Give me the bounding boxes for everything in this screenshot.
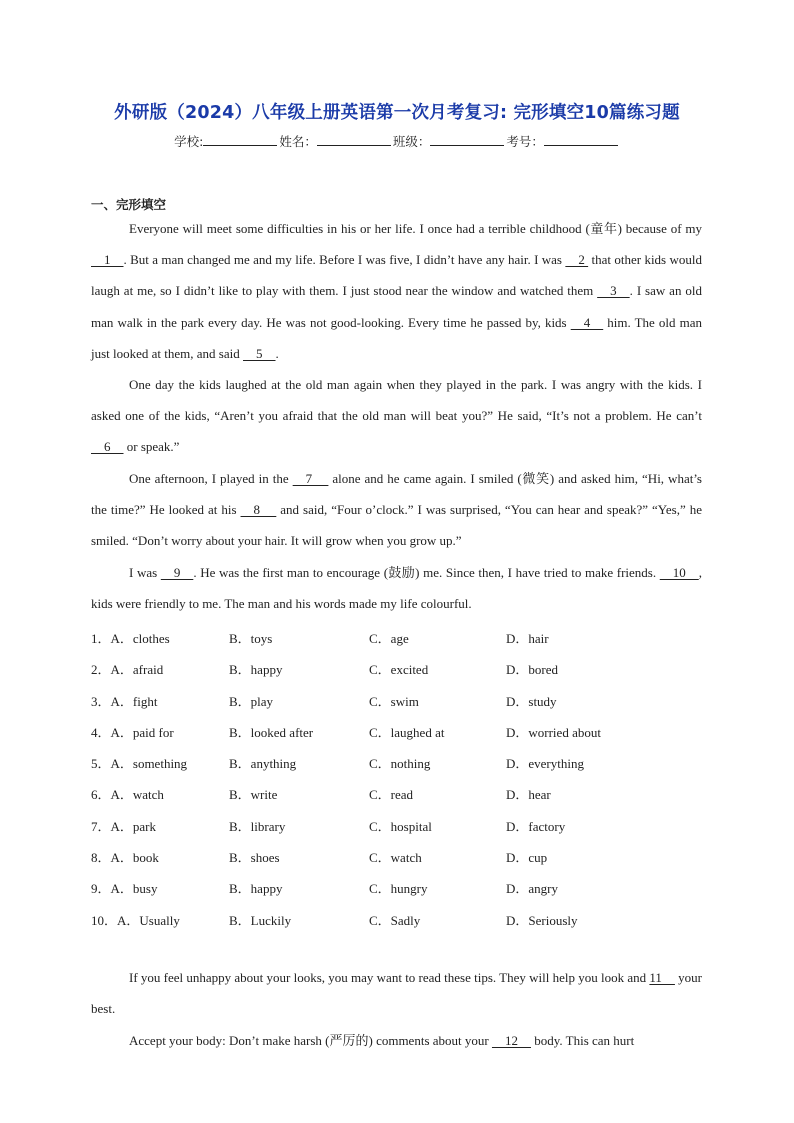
name-blank[interactable] xyxy=(317,134,391,146)
student-info-line xyxy=(0,132,794,150)
passage-text: Accept your body: Don’t make harsh (严厉的) comments about your xyxy=(129,1033,492,1048)
passage-text: your best. xyxy=(91,970,703,1017)
passage-text: . He was the first man to encourage (鼓励) me. Since then, I have tried to make friends. xyxy=(193,565,660,580)
class-label: 班级： xyxy=(392,134,431,149)
option-b: B．happy xyxy=(229,881,283,897)
option-a: 1．A．clothes xyxy=(91,631,170,646)
option-a: 4．A．paid for xyxy=(91,724,174,740)
option-b: B．toys xyxy=(229,631,273,646)
option-b: B．happy xyxy=(229,662,283,678)
blank-2: 2 xyxy=(565,252,589,268)
passage1-paragraph1 xyxy=(91,213,702,369)
option-b: B．looked after xyxy=(229,724,314,740)
option-d: D．hair xyxy=(506,631,549,646)
option-a: 7．A．park xyxy=(91,818,156,834)
option-row-9 xyxy=(91,870,702,901)
option-c: C．laughed at xyxy=(369,724,445,740)
passage1-paragraph2 xyxy=(91,369,702,463)
blank-8: 8 xyxy=(240,502,277,518)
passage-text: him. The old man just looked at them, and said xyxy=(91,314,702,361)
option-a: 2．A．afraid xyxy=(91,662,164,678)
school-blank[interactable] xyxy=(203,134,277,146)
blank-4: 4 xyxy=(570,314,604,330)
section-heading: 一、完形填空 xyxy=(91,197,167,212)
blank-3: 3 xyxy=(597,283,630,299)
options-list xyxy=(91,620,702,933)
passage-text: One afternoon, I played in the xyxy=(129,471,293,486)
passage-text: I was xyxy=(129,565,161,580)
option-row-5 xyxy=(91,745,702,776)
passage-text: alone and he came again. I smiled (微笑) and asked him, “Hi, what’s the time?” He looked at his xyxy=(91,471,702,518)
option-c: C．read xyxy=(369,787,414,803)
option-row-4 xyxy=(91,714,702,745)
passage-text: , kids were friendly to me. The man and his words made my life colourful. xyxy=(91,565,702,612)
passage-text: Everyone will meet some difficulties in his or her life. I once had a terrible childhood (童年) because of my xyxy=(129,221,702,236)
option-c: C．watch xyxy=(369,850,422,866)
passage-text: . I saw an old man walk in the park every day. He was not good-looking. Every time he passed by, kids xyxy=(91,283,702,330)
passage-text: body. This can hurt xyxy=(530,1033,635,1048)
passage2-paragraph1 xyxy=(91,962,702,1024)
option-c: C．swim xyxy=(369,693,419,709)
blank-11: 11 xyxy=(649,970,675,985)
option-row-1 xyxy=(91,620,702,651)
blank-1: 1 xyxy=(91,252,124,268)
option-row-6 xyxy=(91,776,702,807)
passage-text: One day the kids laughed at the old man again when they played in the park. I was angry with the kids. I asked one of the kids, “Aren’t you afraid that the old man will beat you?” He said, “It’s not a problem. He can’t xyxy=(91,377,702,424)
option-a: 8．A．book xyxy=(91,850,159,866)
option-a: 6．A．watch xyxy=(91,787,164,803)
blank-5: 5 xyxy=(243,345,276,361)
page-title: 外研版（2024）八年级上册英语第一次月考复习: 完形填空10篇练习题 xyxy=(114,103,680,123)
option-b: B．play xyxy=(229,693,274,709)
option-c: C．nothing xyxy=(369,756,431,772)
option-d: D．factory xyxy=(506,818,566,834)
option-row-10 xyxy=(91,902,702,933)
option-b: B．Luckily xyxy=(229,912,292,928)
option-a: 10．A．Usually xyxy=(91,912,180,928)
school-label: 学校: xyxy=(174,134,204,149)
option-d: D．cup xyxy=(506,850,548,866)
passage-text: . xyxy=(275,345,279,361)
passage-text: that other kids would laugh at me, so I didn’t like to play with them. I just stood near the window and watched them xyxy=(91,252,702,299)
passage-text: If you feel unhappy about your looks, you may want to read these tips. They will help you look and xyxy=(129,970,650,985)
option-d: D．study xyxy=(506,693,557,709)
option-a: 3．A．fight xyxy=(91,693,158,709)
name-label: 姓名： xyxy=(279,134,317,149)
option-b: B．shoes xyxy=(229,850,280,866)
option-b: B．library xyxy=(229,818,286,834)
option-a: 9．A．busy xyxy=(91,881,158,897)
passage-text: or speak.” xyxy=(123,439,180,455)
option-d: D．Seriously xyxy=(506,912,578,928)
option-row-3 xyxy=(91,683,702,714)
blank-7: 7 xyxy=(292,471,329,486)
passage2-paragraph2 xyxy=(91,1025,702,1056)
option-d: D．angry xyxy=(506,881,558,897)
option-d: D．bored xyxy=(506,662,558,678)
option-a: 5．A．something xyxy=(91,756,188,772)
passage1-paragraph3 xyxy=(91,463,702,557)
class-blank[interactable] xyxy=(430,134,504,146)
blank-10: 10 xyxy=(659,565,699,580)
option-row-2 xyxy=(91,651,702,682)
option-c: C．hospital xyxy=(369,818,432,834)
option-d: D．hear xyxy=(506,787,551,803)
option-row-8 xyxy=(91,839,702,870)
option-c: C．age xyxy=(369,631,409,646)
number-blank[interactable] xyxy=(544,134,618,146)
blank-12: 12 xyxy=(491,1033,531,1048)
number-label: 考号： xyxy=(506,134,544,149)
option-c: C．hungry xyxy=(369,881,428,897)
option-d: D．worried about xyxy=(506,724,601,740)
passage-text: and said, “Four o’clock.” I was surprised, “You can hear and speak?” “Yes,” he smiled. “Don’t worry about your hair. It will grow when you grow up.” xyxy=(91,502,702,549)
option-b: B．anything xyxy=(229,756,297,772)
passage1-paragraph4 xyxy=(91,557,702,619)
blank-6: 6 xyxy=(91,439,124,455)
option-row-7 xyxy=(91,808,702,839)
option-c: C．Sadly xyxy=(369,912,421,928)
passage-text: . But a man changed me and my life. Before I was five, I didn’t have any hair. I was xyxy=(123,252,566,268)
option-b: B．write xyxy=(229,787,278,803)
option-d: D．everything xyxy=(506,756,584,772)
blank-9: 9 xyxy=(160,565,194,580)
option-c: C．excited xyxy=(369,662,429,678)
